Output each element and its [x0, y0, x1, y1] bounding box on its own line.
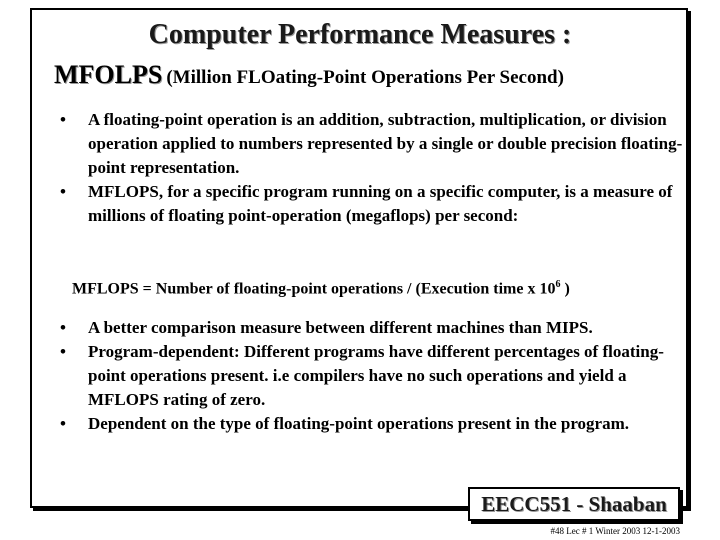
bullet-item — [60, 108, 690, 180]
formula-text: MFLOPS = Number of floating-point operations / (Execution time x 10 — [72, 280, 556, 298]
bullet-text: A floating-point operation is an addition, subtraction, multiplication, or division operation applied to numbers represented by a single or double precision floating-point representation. — [88, 110, 683, 177]
bullet-text: A better comparison measure between different machines than MIPS. — [88, 318, 593, 337]
bullet-icon: • — [60, 318, 66, 337]
bullet-icon: • — [60, 342, 66, 361]
bullet-item — [60, 316, 690, 340]
bullet-list-bottom — [60, 316, 690, 436]
bullet-text: Program-dependent: Different programs have different percentages of floating-point operations present. i.e compilers have no such operations and yield a MFLOPS rating of zero. — [88, 342, 664, 409]
bullet-text: MFLOPS, for a specific program running on a specific computer, is a measure of millions of floating point-operation (megaflops) per second: — [88, 182, 673, 225]
slide-footer: #48 Lec # 1 Winter 2003 12-1-2003 — [550, 526, 680, 536]
bullet-item — [60, 340, 690, 412]
bullet-list-top — [60, 108, 690, 228]
slide-title: Computer Performance Measures : — [148, 19, 572, 50]
formula-exponent: 6 — [555, 279, 561, 290]
course-badge — [468, 487, 680, 521]
bullet-text: Dependent on the type of floating-point operations present in the program. — [88, 414, 630, 433]
bullet-icon: • — [60, 414, 66, 433]
subtitle-acronym: MFOLPS — [54, 60, 163, 89]
bullet-item — [60, 412, 690, 436]
formula-closing: ) — [560, 280, 570, 298]
bullet-item — [60, 180, 690, 228]
bullet-icon: • — [60, 182, 66, 201]
slide-subtitle — [54, 60, 564, 94]
subtitle-expansion: (Million FLOating-Point Operations Per Second) — [166, 67, 564, 88]
mflops-formula — [72, 274, 570, 300]
course-badge-label: EECC551 - Shaaban — [481, 491, 667, 516]
bullet-icon: • — [60, 110, 66, 129]
